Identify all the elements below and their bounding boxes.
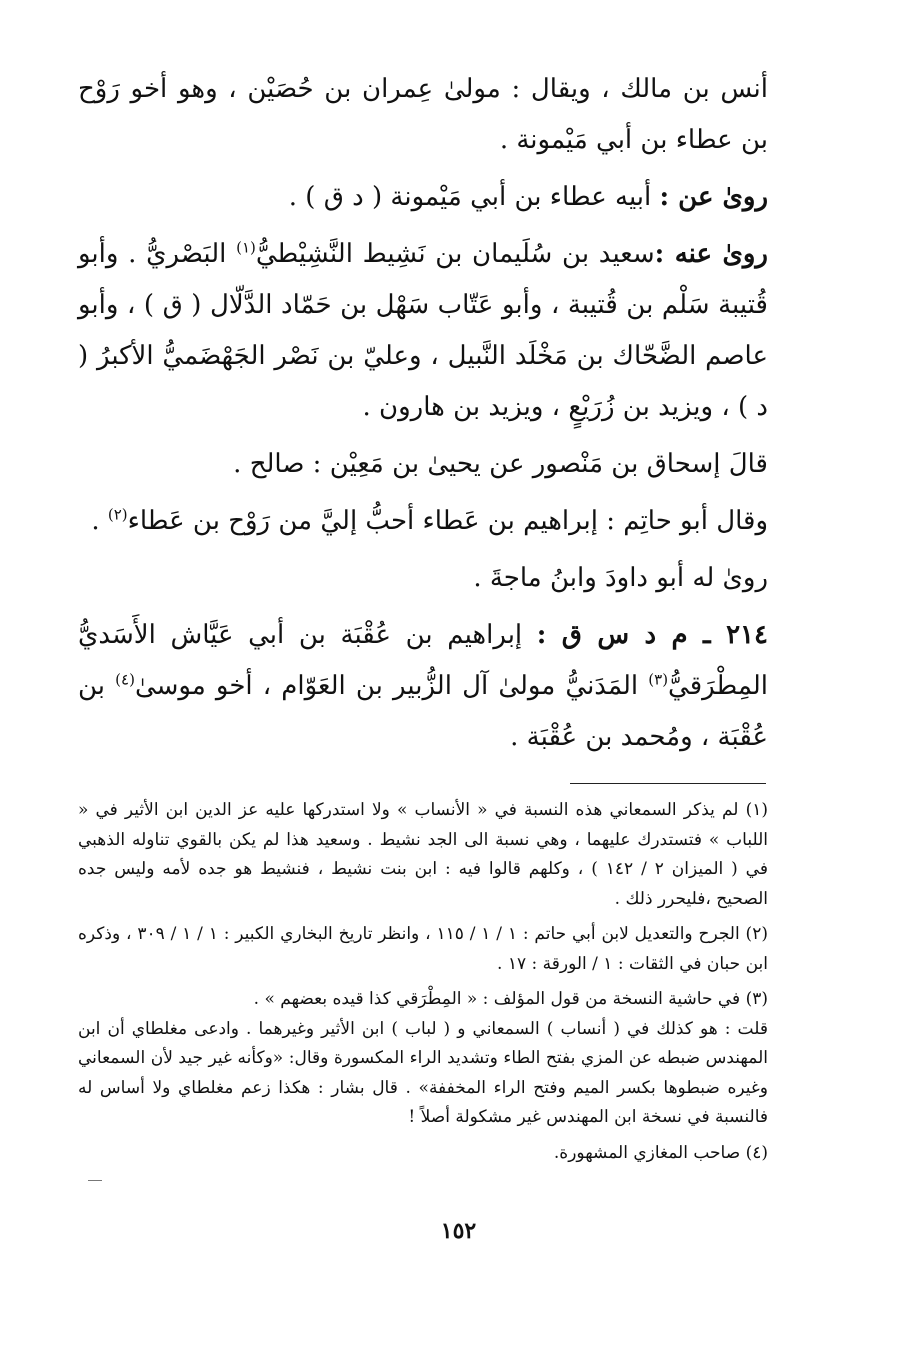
narrators-text-b: البَصْريُّ . وأبو قُتيبة سَلْم بن قُتيبة ، وأبو عَتّاب سَهْل بن حَمّاد الدَّلّال ( ق ) ، وأبو عاصم الضَّحّاك بن مَخْلَد النَّبيل ، وعليّ بن نَصْر الجَهْضَميُّ الأكبرُ ( د ) ، ويزيد بن زُرَيْعٍ ، ويزيد بن هارون . bbox=[78, 239, 768, 422]
paragraph-narrated-from bbox=[78, 172, 768, 223]
paragraph-narrated-by bbox=[78, 553, 768, 604]
entry-number: ٢١٤ ـ م د س ق : bbox=[536, 620, 768, 650]
footnote-4: (٤) صاحب المغازي المشهورة. bbox=[553, 1142, 768, 1163]
footnote-divider bbox=[570, 783, 766, 784]
abu-hatim-end: . bbox=[91, 506, 108, 536]
paragraph-ishaq bbox=[78, 439, 768, 490]
footnote-2: (٢) الجرح والتعديل لابن أبي حاتم : ١ / ١ / ١١٥ ، وانظر تاريخ البخاري الكبير : ١ / ١ / ٣٠٩ ، وذكره ابن حبان في الثقات : ١ / الورقة : ١٧ . bbox=[78, 924, 768, 974]
footnote-ref-3[interactable]: (٣) bbox=[648, 670, 669, 689]
narrated-from-text: أبيه عطاء بن أبي مَيْمونة ( د ق ) . bbox=[288, 182, 660, 212]
ishaq-text: قالَ إسحاق بن مَنْصور عن يحيىٰ بن مَعِيْن : صالح . bbox=[233, 449, 768, 479]
abu-hatim-text: وقال أبو حاتِم : إبراهيم بن عَطاء أحبُّ إليَّ من رَوْح بن عَطاء bbox=[127, 506, 768, 536]
page-number: ١٥٢ bbox=[440, 1218, 477, 1244]
entry-214 bbox=[78, 610, 768, 763]
entry-text-c: بن عُقْبَة ، ومُحمد بن عُقْبَة . bbox=[78, 671, 768, 752]
footnote-3: (٣) في حاشية النسخة من قول المؤلف : « المِطْرَقي كذا قيده بعضهم » . bbox=[253, 989, 768, 1009]
footnotes bbox=[78, 796, 768, 1168]
main-text bbox=[78, 64, 768, 763]
footnote-ref-1[interactable]: (١) bbox=[236, 238, 256, 257]
narrators-text-a: سعيد بن سُلَيمان بن نَشِيط النَّشِيْطيُّ bbox=[255, 239, 655, 269]
footnote-1: (١) لم يذكر السمعاني هذه النسبة في « الأنساب » ولا استدركها عليه عز الدين ابن الأثير في « اللباب » فتستدرك عليهما ، وهي نسبة الى الجد نشيط . وسعيد هذا لم يكن بالقوي تناوله الذهبي في ( الميزان ٢ / ١٤٢ ) ، وكلهم قالوا فيه : ابن بنت نشيط ، فنشيط هو جده لأمه وليس جده الصحيح ،فليحرر ذلك . bbox=[78, 800, 768, 909]
footnote-3-continued: قلت : هو كذلك في ( أنساب ) السمعاني و ( لباب ) ابن الأثير وغيرهما . وادعى مغلطاي أن ابن المهندس ضبطه عن المزي بفتح الطاء وتشديد الراء المكسورة وقال: «وكأنه غير جيد لأن السمعاني وغيره ضبطوها بكسر الميم وفتح الراء المخففة» . قال بشار : هكذا زعم مغلطاي ولا أساس له فالنسبة في نسخة ابن المهندس غير مشكولة أصلاً ! bbox=[78, 1018, 768, 1127]
scan-mark bbox=[88, 1180, 102, 1181]
narrated-from-label: روىٰ عن : bbox=[659, 182, 768, 212]
paragraph-1 bbox=[78, 64, 768, 166]
narrators-label: روىٰ عنه : bbox=[654, 239, 768, 269]
paragraph-narrators bbox=[78, 229, 768, 433]
narrated-by-text: روىٰ له أبو داودَ وابنُ ماجةَ . bbox=[473, 563, 768, 593]
paragraph-1-text: أنس بن مالك ، ويقال : مولىٰ عِمران بن حُصَيْن ، وهو أخو رَوْح بن عطاء بن أبي مَيْمونة . bbox=[78, 74, 768, 155]
entry-text-b: المَدَنيُّ مولىٰ آل الزُّبير بن العَوّام ، أخو موسىٰ bbox=[134, 671, 649, 701]
entry-text-a: إبراهيم بن عُقْبَة بن أبي عَيَّاش الأَسَديُّ المِطْرَقيُّ bbox=[78, 620, 768, 701]
footnote-ref-4[interactable]: (٤) bbox=[115, 670, 135, 689]
footnote-ref-2[interactable]: (٢) bbox=[107, 505, 128, 524]
paragraph-abu-hatim bbox=[78, 496, 768, 547]
